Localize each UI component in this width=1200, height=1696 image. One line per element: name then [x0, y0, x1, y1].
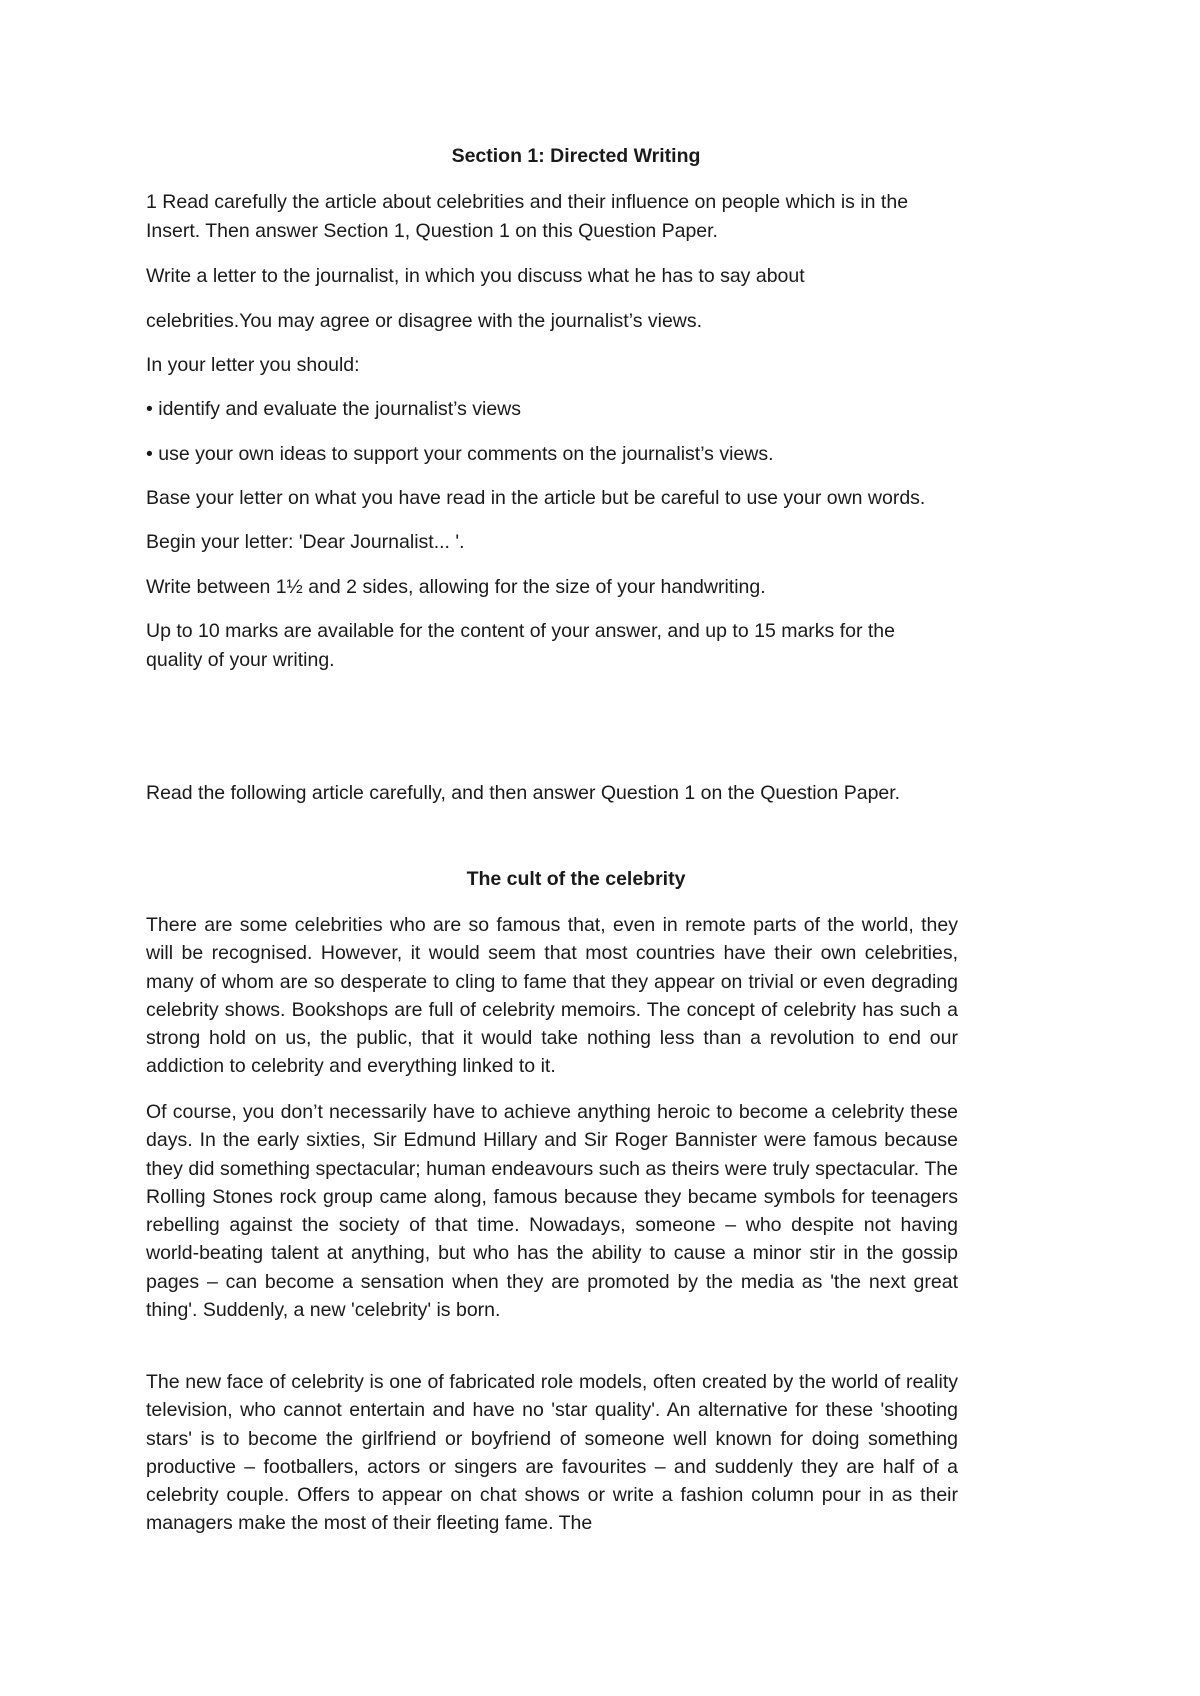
instruction-base-line: Base your letter on what you have read in the article but be careful to use your own words.	[146, 487, 926, 509]
instruction-task-line-1: Write a letter to the journalist, in which you discuss what he has to say about	[146, 265, 805, 287]
instruction-marks-line-1: Up to 10 marks are available for the content of your answer, and up to 15 marks for the	[146, 620, 895, 642]
article-paragraph-3: The new face of celebrity is one of fabricated role models, often created by the world of reality television, who cannot entertain and have no 'star quality'. An alternative for these 'shooting stars' is to become the girlfriend or boyfriend of someone well known for doing something productive – footballers, actors or singers are favourites – and suddenly they are half of a celebrity couple. Offers to appear on chat shows or write a fashion column pour in as their managers make the most of their fleeting fame. The	[146, 1371, 958, 1535]
section-heading: Section 1: Directed Writing	[451, 145, 701, 167]
instruction-intro-line-1: 1 Read carefully the article about celebrities and their influence on people which is in the	[146, 191, 909, 213]
instruction-intro-line-2: Insert. Then answer Section 1, Question 1 on this Question Paper.	[146, 220, 718, 242]
instruction-should-label: In your letter you should:	[146, 354, 360, 376]
instruction-bullet-2: • use your own ideas to support your comments on the journalist’s views.	[146, 443, 774, 465]
instruction-task-line-2: celebrities.You may agree or disagree with the journalist’s views.	[146, 310, 703, 332]
instruction-length-line: Write between 1½ and 2 sides, allowing for the size of your handwriting.	[146, 576, 766, 598]
article-paragraph-1: There are some celebrities who are so famous that, even in remote parts of the world, they will be recognised. However, it would seem that most countries have their own celebrities, many of whom are so desperate to cling to fame that they appear on trivial or even degrading celebrity shows. Bookshops are full of celebrity memoirs. The concept of celebrity has such a strong hold on us, the public, that it would take nothing less than a revolution to end our addiction to celebrity and everything linked to it.	[146, 914, 958, 1078]
article-title: The cult of the celebrity	[466, 868, 686, 890]
instruction-bullet-1: • identify and evaluate the journalist’s views	[146, 398, 522, 420]
instruction-marks-line-2: quality of your writing.	[146, 649, 335, 671]
insert-instruction: Read the following article carefully, and then answer Question 1 on the Question Paper.	[146, 782, 901, 804]
instruction-begin-line: Begin your letter: 'Dear Journalist... '.	[146, 531, 465, 553]
article-paragraph-2: Of course, you don’t necessarily have to achieve anything heroic to become a celebrity these days. In the early sixties, Sir Edmund Hillary and Sir Roger Bannister were famous because they did something spectacular; human endeavours such as theirs were truly spectacular. The Rolling Stones rock group came along, famous because they became symbols for teenagers rebelling against the society of that time. Nowadays, someone – who despite not having world-beating talent at anything, but who has the ability to cause a minor stir in the gossip pages – can become a sensation when they are promoted by the media as 'the next great thing'. Suddenly, a new 'celebrity' is born.	[146, 1101, 958, 1322]
